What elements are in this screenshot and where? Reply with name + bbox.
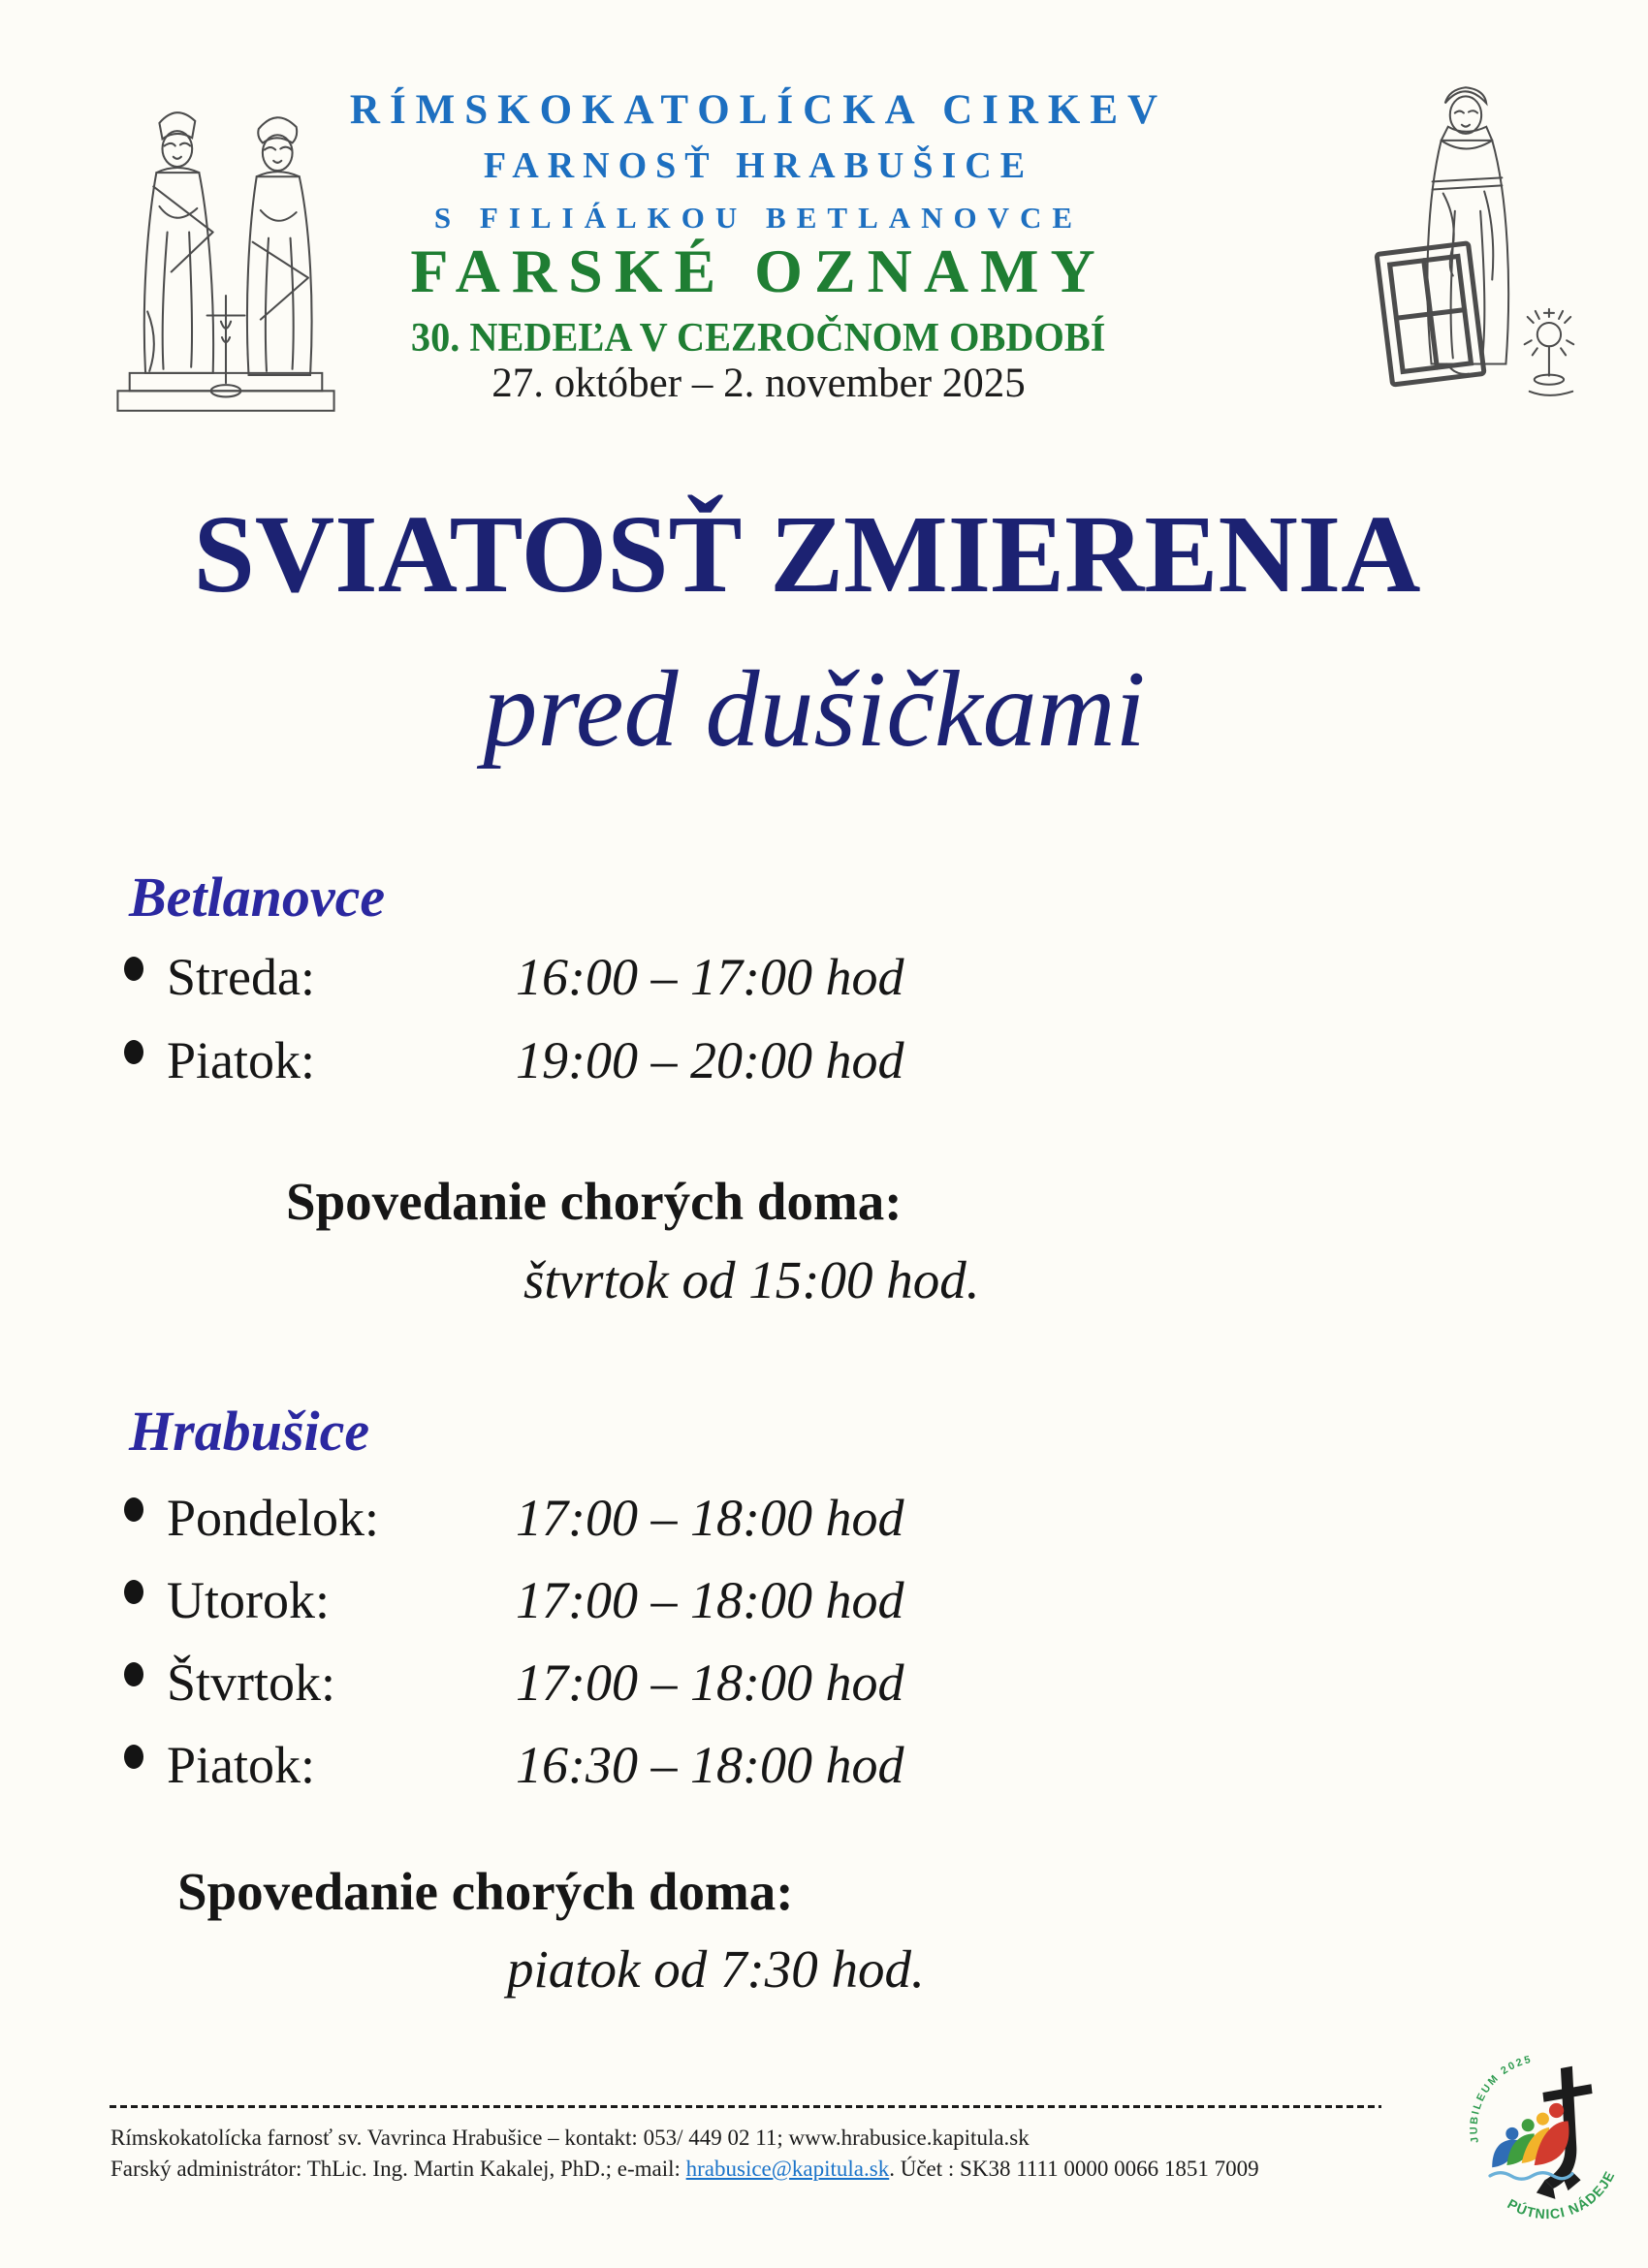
footer-admin-suffix: . Účet : SK38 1111 0000 0066 1851 7009 [889,2157,1259,2181]
svg-text:JUBILEUM 2025 [1469,2054,1534,2144]
day-label: Štvrtok: [167,1654,336,1712]
bullet-icon [124,1580,143,1604]
schedule-row [124,1652,1287,1715]
time-value: 19:00 – 20:00 hod [516,1031,904,1089]
jubilee-2025-logo [1454,2040,1633,2229]
header-announcements-line: FARSKÉ OZNAMY [410,236,1107,305]
day-label: Utorok: [167,1571,330,1629]
footer-divider [110,2105,1381,2108]
schedule-row [124,1734,1287,1797]
day-label: Piatok: [167,1031,316,1089]
time-value: 17:00 – 18:00 hod [516,1489,904,1547]
page-subtitle: pred dušičkami [483,649,1146,770]
header-date-range: 27. október – 2. november 2025 [491,361,1026,406]
schedule-row [124,1569,1287,1632]
header-filial-line: S FILIÁLKOU BETLANOVCE [433,201,1084,235]
note-detail-hrabusice: piatok od 7:30 hod. [507,1939,925,1999]
time-value: 17:00 – 18:00 hod [516,1571,904,1629]
section-heading-hrabusice: Hrabušice [129,1400,370,1463]
time-value: 16:00 – 17:00 hod [516,948,904,1006]
schedule-row [124,946,1287,1009]
header-church-line: RÍMSKOKATOLÍCKA CIRKEV [349,87,1168,133]
section-heading-betlanovce: Betlanovce [129,866,386,929]
note-detail-betlanovce: štvrtok od 15:00 hod. [523,1250,980,1309]
day-label: Streda: [167,948,315,1006]
header [92,0,1425,426]
header-sunday-line: 30. NEDEĽA V CEZROČNOM OBDOBÍ [411,316,1106,361]
day-label: Piatok: [167,1736,316,1794]
note-title-betlanovce: Spovedanie chorých doma: [286,1172,903,1231]
header-parish-line: FARNOSŤ HRABUŠICE [483,145,1034,186]
footer-contact-line: Rímskokatolícka farnosť sv. Vavrinca Hrabušice – kontakt: 053/ 449 02 11; www.hrabusice.kapitula.sk [111,2126,1030,2150]
page-title: SVIATOSŤ ZMIERENIA [193,492,1421,615]
note-title-hrabusice: Spovedanie chorých doma: [177,1862,794,1921]
logo-arc-bottom-text: PÚTNICI NÁDEJE [1505,2167,1618,2222]
bullet-icon [124,1497,143,1522]
bullet-icon [124,1040,143,1064]
footer-admin-prefix: Farský administrátor: ThLic. Ing. Martin Kakalej, PhD.; e-mail: [111,2157,686,2181]
bullet-icon [124,957,143,981]
footer-admin-line [111,2155,1259,2184]
schedule-row [124,1029,1287,1092]
time-value: 17:00 – 18:00 hod [516,1654,904,1712]
email-link[interactable]: hrabusice@kapitula.sk [685,2157,890,2181]
bullet-icon [124,1662,143,1686]
bullet-icon [124,1745,143,1769]
time-value: 16:30 – 18:00 hod [516,1736,904,1794]
logo-arc-top-text: JUBILEUM 2025 [1468,2053,1534,2144]
schedule-row [124,1487,1287,1550]
day-label: Pondelok: [167,1489,380,1547]
